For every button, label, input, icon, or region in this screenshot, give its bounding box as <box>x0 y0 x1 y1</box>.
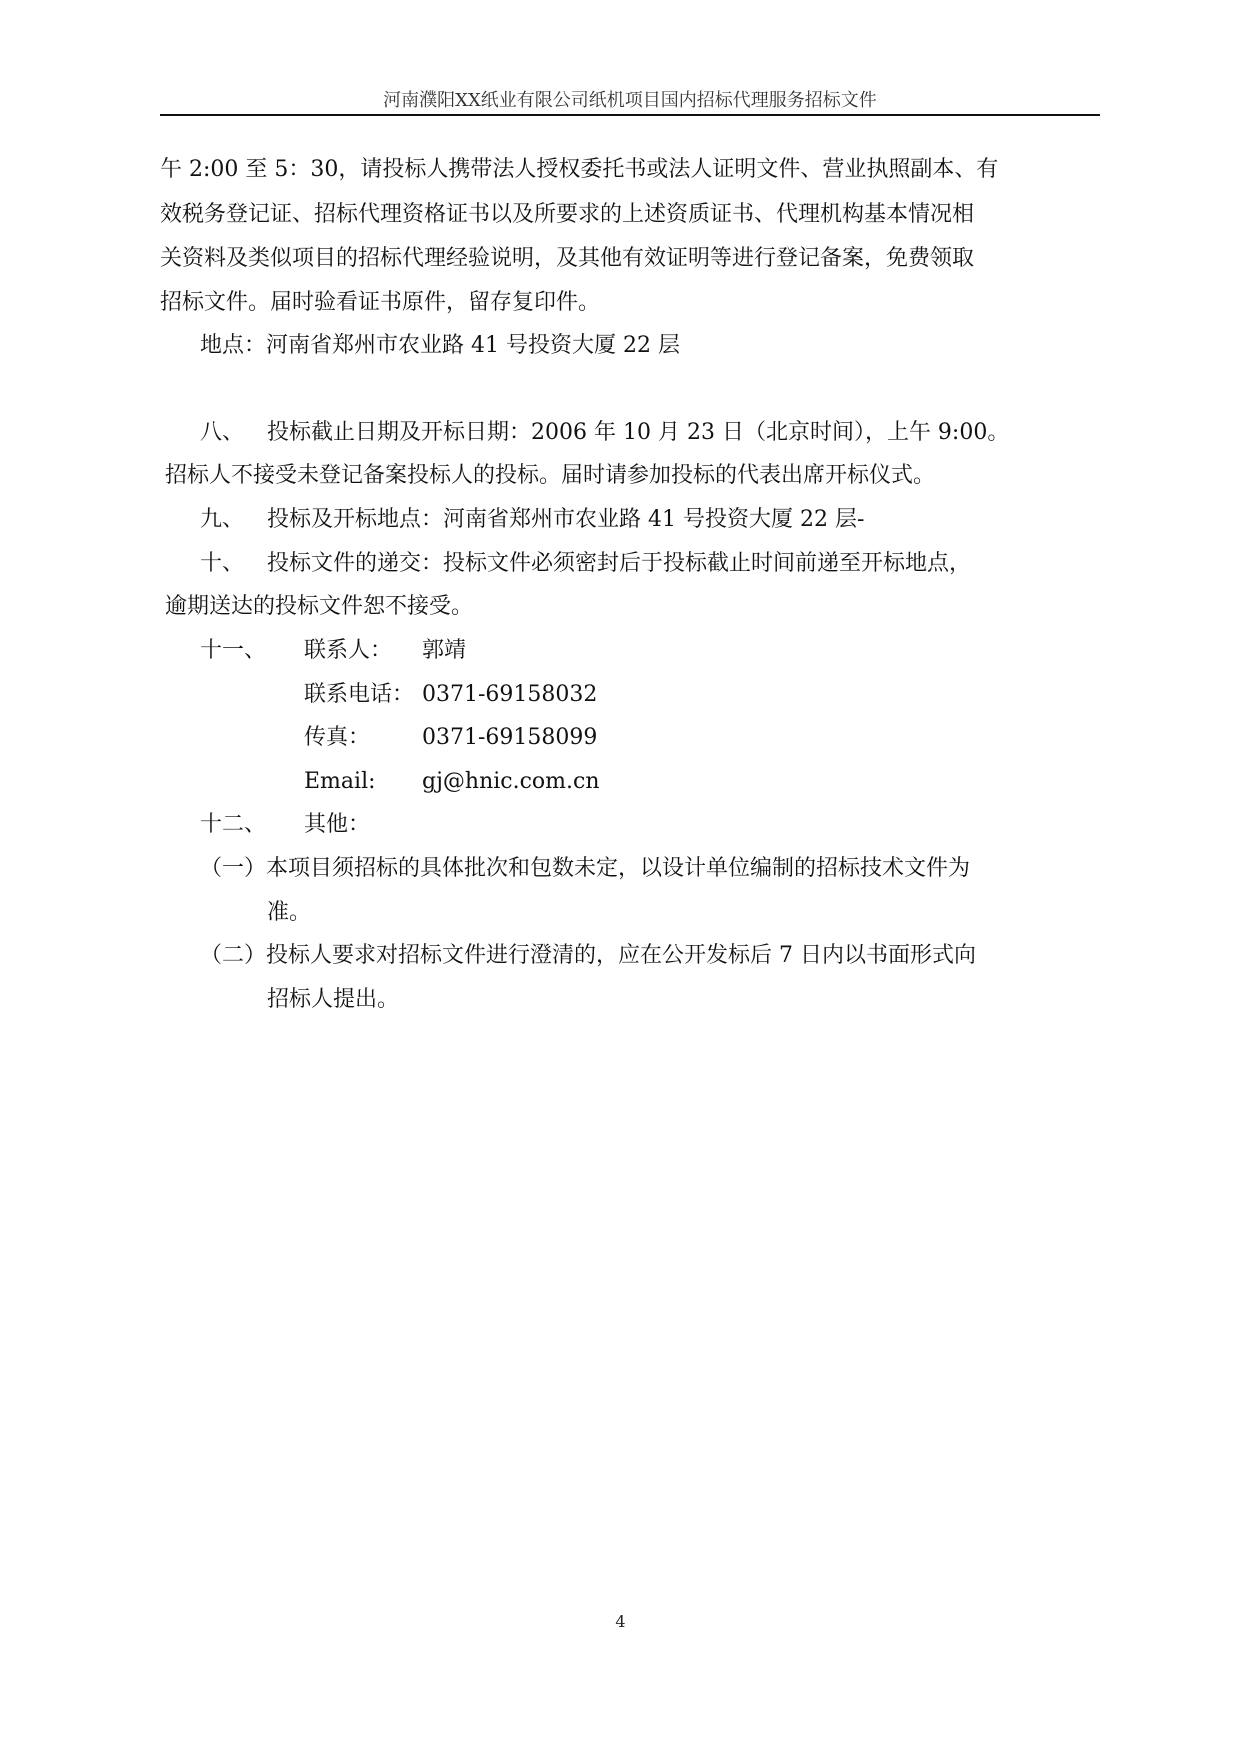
fax-label: 传真： <box>304 725 371 750</box>
page-number: 4 <box>615 1612 626 1631</box>
para1-line2: 效税务登记证、招标代理资格证书以及所要求的上述资质证书、代理机构基本情况相 <box>160 202 975 227</box>
sec12-item2-line2: 招标人提出。 <box>267 987 400 1012</box>
sec11-number: 十一、 <box>200 638 267 663</box>
para1-line4: 招标文件。届时验看证书原件，留存复印件。 <box>160 290 601 315</box>
sec10-line1: 投标文件的递交：投标文件必须密封后于投标截止时间前递至开标地点， <box>267 551 972 576</box>
fax-value: 0371-69158099 <box>422 725 598 750</box>
sec8-line2: 招标人不接受未登记备案投标人的投标。届时请参加投标的代表出席开标仪式。 <box>165 463 936 488</box>
document-header-title: 河南濮阳XX纸业有限公司纸机项目国内招标代理服务招标文件 <box>383 90 877 111</box>
sec10-line2: 逾期送达的投标文件恕不接受。 <box>165 594 474 619</box>
email-label: Email: <box>304 769 376 794</box>
sec10-number: 十、 <box>200 551 245 576</box>
sec12-item2-line1: （二）投标人要求对招标文件进行澄清的，应在公开发标后 7 日内以书面形式向 <box>200 943 976 968</box>
sec8-line1: 投标截止日期及开标日期：2006 年 10 月 23 日（北京时间），上午 9:00。 <box>267 420 1010 445</box>
sec12-item1-line1: （一）本项目须招标的具体批次和包数未定，以设计单位编制的招标技术文件为 <box>200 856 971 881</box>
email-value: gj@hnic.com.cn <box>422 769 600 794</box>
sec12-title: 其他： <box>304 812 371 837</box>
phone-label: 联系电话： <box>304 682 415 707</box>
phone-value: 0371-69158032 <box>422 682 598 707</box>
sec8-number: 八、 <box>200 420 245 445</box>
location-line: 地点：河南省郑州市农业路 41 号投资大厦 22 层 <box>200 333 680 358</box>
contact-label: 联系人： <box>304 638 393 663</box>
contact-value: 郭靖 <box>422 638 467 663</box>
para1-line1: 午 2:00 至 5：30，请投标人携带法人授权委托书或法人证明文件、营业执照副本、有 <box>160 157 999 182</box>
sec12-item1-line2: 准。 <box>267 900 312 925</box>
sec9-number: 九、 <box>200 507 245 532</box>
header-divider <box>160 114 1100 116</box>
para1-line3: 关资料及类似项目的招标代理经验说明，及其他有效证明等进行登记备案，免费领取 <box>160 246 975 271</box>
sec12-number: 十二、 <box>200 812 267 837</box>
sec9-text: 投标及开标地点：河南省郑州市农业路 41 号投资大厦 22 层- <box>267 507 865 532</box>
